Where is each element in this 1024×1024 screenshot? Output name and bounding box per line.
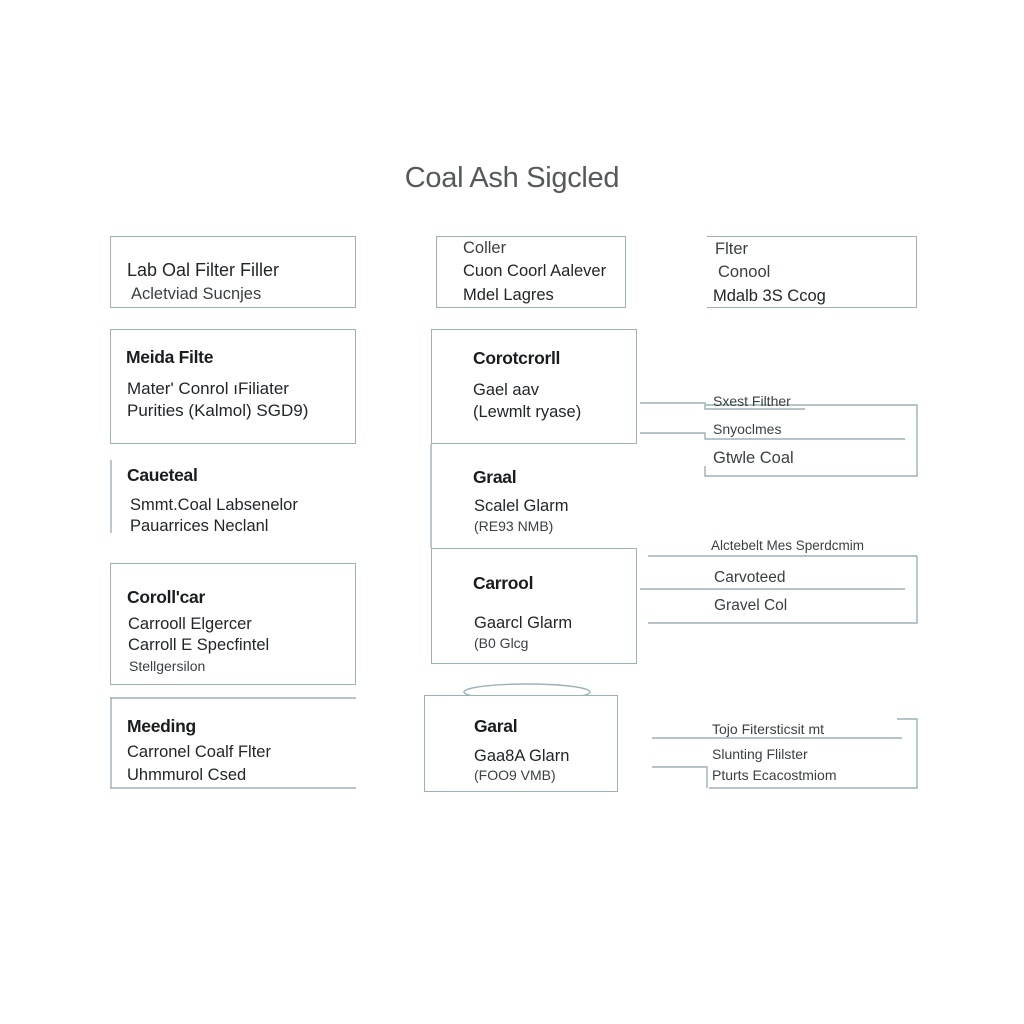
left-box-4-line-3: Stellgersilon [129, 658, 206, 674]
left-box-4-line-2: Carroll E Specfintel [128, 636, 270, 654]
right-box-1-line-3: Mdalb 3S Ccog [713, 287, 826, 305]
right-box-1-line-1: Flter [715, 240, 748, 258]
right-group-2-line-1: Sxest Filther [713, 393, 791, 409]
middle-box-1-line-1: Coller [463, 239, 507, 257]
middle-box-3-line-1: Scalel Glarm [474, 497, 569, 515]
middle-box-2-heading: Corotcrorll [473, 348, 561, 368]
middle-box-4-heading: Carrool [473, 573, 534, 593]
right-group-4-line-2: Slunting Flilster [712, 746, 808, 762]
right-box-1-line-2: Conool [718, 263, 771, 281]
right-group-2-line-2: Snyoclmes [713, 421, 782, 437]
left-group-3-line-1: Smmt.Coal Labsenelor [130, 496, 298, 514]
middle-box-1-line-3: Mdel Lagres [463, 286, 554, 304]
left-group-3-line-2: Pauarrices Neclanl [130, 517, 269, 535]
left-box-1-line-2: Acletviad Sucnjes [131, 285, 262, 303]
left-box-2-line-1: Mater' Conrol ıFiliater [127, 379, 289, 398]
middle-box-2-line-2: (Lewmlt ryase) [473, 403, 582, 421]
middle-box-5-heading: Garal [474, 716, 518, 736]
left-box-5-line-1: Carronel Coalf Flter [127, 743, 271, 761]
left-box-4-line-1: Carrooll Elgercer [128, 615, 252, 633]
middle-box-2-line-1: Gael aav [473, 381, 540, 399]
middle-box-4-line-1: Gaarcl Glarm [474, 614, 573, 632]
left-box-1-line-1: Lab Oal Filter Filler [127, 260, 280, 280]
right-group-2-line-3: Gtwle Coal [713, 449, 794, 467]
middle-box-3-line-2: (RE93 NMB) [474, 518, 554, 534]
right-group-3-label: Alctebelt Mes Sperdcmim [711, 538, 865, 553]
diagram-title: Coal Ash Sigcled [404, 162, 620, 194]
right-group-4-line-3: Pturts Ecacostmiom [712, 767, 837, 783]
middle-box-4-line-2: (B0 Glcg [474, 635, 529, 651]
right-group4-rule-2 [652, 767, 707, 788]
left-box-5-line-2: Uhmmurol Csed [127, 766, 247, 784]
middle-box-5-line-1: Gaa8A Glarn [474, 747, 570, 765]
left-box-2-heading: Meida Filte [126, 347, 214, 367]
middle-box-1-line-2: Cuon Coorl Aalever [463, 262, 607, 280]
left-box-5-heading: Meeding [127, 716, 196, 736]
left-group-3-heading: Caueteal [127, 465, 198, 485]
right-group-4-line-1: Tojo Fitersticsit mt [712, 721, 825, 737]
left-box-2-line-2: Purities (Kalmol) SGD9) [127, 401, 309, 420]
right-group-3-line-2: Gravel Col [714, 597, 788, 614]
right-group-3-line-1: Carvoteed [714, 569, 786, 586]
left-box-4-heading: Coroll'car [127, 587, 205, 607]
middle-box-4 [431, 548, 637, 664]
middle-box-5-line-2: (FOO9 VMB) [474, 767, 556, 783]
middle-box-3-heading: Graal [473, 467, 517, 487]
